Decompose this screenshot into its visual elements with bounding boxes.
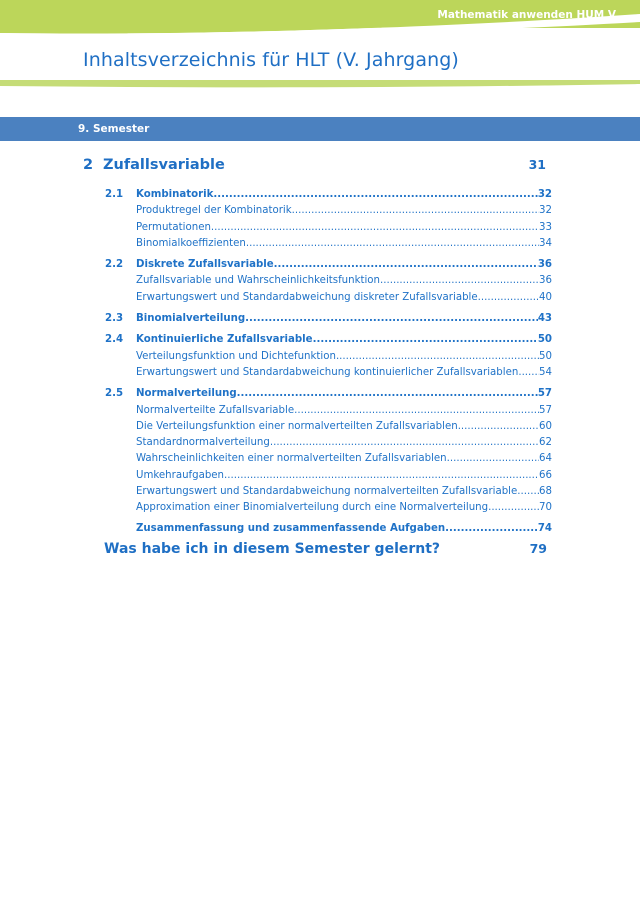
- subsection-page: 34: [539, 237, 552, 249]
- toc-entry[interactable]: [105, 220, 552, 236]
- learned-title: Was habe ich in diesem Semester gelernt?: [104, 541, 441, 557]
- leader-dots: [336, 349, 539, 365]
- section-title: Diskrete Zufallsvariable: [136, 259, 274, 271]
- leader-dots: [237, 386, 538, 402]
- subsection-page: 50: [539, 350, 552, 362]
- section-2-4: [105, 332, 552, 381]
- subsection-title: Approximation einer Binomialverteilung durch eine Normalverteilung: [136, 502, 489, 514]
- section-title: Normalverteilung: [136, 388, 237, 400]
- leader-dots: [294, 403, 539, 419]
- toc-entry[interactable]: [105, 435, 552, 451]
- subsection-title: Die Verteilungsfunktion einer normalverteilten Zufallsvariablen: [136, 420, 458, 432]
- section-title: Kombinatorik: [136, 189, 214, 200]
- section-page: 50: [537, 334, 552, 346]
- chapter-number: 2: [83, 157, 94, 173]
- subsection-title: Wahrscheinlichkeiten einer normalverteilten Zufallsvariablen: [136, 453, 447, 465]
- section-page: 32: [537, 189, 552, 200]
- leader-dots: [447, 451, 539, 467]
- section-2-5: [105, 386, 552, 537]
- toc-entry[interactable]: [105, 311, 552, 327]
- leader-dots: [245, 311, 538, 327]
- subsection-page: 68: [539, 486, 552, 498]
- subsection-page: 40: [539, 291, 552, 303]
- toc-entry[interactable]: [105, 419, 552, 435]
- section-title: Binomialverteilung: [136, 313, 246, 325]
- subsection-title: Produktregel der Kombinatorik: [136, 205, 292, 217]
- section-number: 2.2: [105, 259, 124, 271]
- subsection-page: 64: [539, 453, 552, 465]
- subsection-title: Zufallsvariable und Wahrscheinlichkeitsfunktion: [136, 275, 380, 287]
- toc-entry[interactable]: [105, 332, 552, 348]
- section-number: 2.1: [105, 189, 124, 200]
- section-title: Kontinuierliche Zufallsvariable: [136, 334, 313, 346]
- toc-entry[interactable]: [105, 500, 552, 516]
- toc-entry[interactable]: [105, 273, 552, 289]
- subsection-title: Erwartungswert und Standardabweichung diskreter Zufallsvariable: [136, 291, 478, 303]
- subsection-page: 70: [539, 502, 552, 514]
- toc-entry[interactable]: [105, 365, 552, 381]
- subsection-page: 36: [539, 275, 552, 287]
- semester-label: 9. Semester: [78, 123, 150, 135]
- section-2-2: [105, 257, 552, 306]
- toc-entry[interactable]: [105, 290, 552, 306]
- chapter-title: Zufallsvariable: [103, 157, 225, 173]
- section-page: 43: [537, 313, 552, 325]
- section-number: 2.3: [105, 313, 124, 325]
- leader-dots: [211, 220, 539, 236]
- chapter-heading[interactable]: [83, 157, 546, 177]
- toc-entry[interactable]: [105, 203, 552, 219]
- subsection-title: Umkehraufgaben: [136, 469, 225, 481]
- table-of-contents: [105, 187, 552, 542]
- toc-entry[interactable]: [105, 403, 552, 419]
- subsection-title: Standardnormalverteilung: [136, 437, 270, 449]
- leader-dots: [445, 521, 538, 537]
- section-2-1: [105, 187, 552, 252]
- leader-dots: [478, 290, 539, 306]
- chapter-page: 31: [528, 157, 546, 172]
- toc-entry[interactable]: [105, 386, 552, 402]
- toc-entry[interactable]: [105, 349, 552, 365]
- toc-entry[interactable]: [105, 187, 552, 203]
- subsection-page: 32: [539, 205, 552, 217]
- section-page: 57: [537, 388, 552, 400]
- toc-entry[interactable]: [105, 468, 552, 484]
- leader-dots: [458, 419, 539, 435]
- subsection-title: Permutationen: [136, 221, 211, 233]
- toc-entry-summary[interactable]: [105, 521, 552, 537]
- page-title: Inhaltsverzeichnis für HLT (V. Jahrgang): [83, 49, 459, 71]
- section-number: 2.4: [105, 334, 124, 346]
- section-number: 2.5: [105, 388, 124, 400]
- leader-dots: [274, 257, 538, 273]
- leader-dots: [270, 435, 539, 451]
- leader-dots: [313, 332, 538, 348]
- leader-dots: [517, 484, 539, 500]
- subsection-page: 57: [539, 404, 552, 416]
- leader-dots: [246, 236, 539, 252]
- leader-dots: [518, 365, 539, 381]
- leader-dots: [292, 203, 539, 219]
- title-underline-decoration: [0, 80, 640, 90]
- section-2-3: [105, 311, 552, 327]
- subsection-page: 62: [539, 437, 552, 449]
- subsection-title: Verteilungsfunktion und Dichtefunktion: [136, 350, 336, 362]
- toc-entry[interactable]: [105, 257, 552, 273]
- subsection-page: 54: [539, 366, 552, 378]
- subsection-title: Erwartungswert und Standardabweichung normalverteilten Zufallsvariable: [136, 486, 518, 498]
- subsection-page: 60: [539, 420, 552, 432]
- toc-entry[interactable]: [105, 236, 552, 252]
- summary-title: Zusammenfassung und zusammenfassende Aufgaben: [136, 522, 446, 534]
- section-page: 36: [537, 259, 552, 271]
- subsection-page: 66: [539, 469, 552, 481]
- leader-dots: [224, 468, 539, 484]
- leader-dots: [488, 500, 539, 516]
- subsection-title: Normalverteilte Zufallsvariable: [136, 404, 295, 416]
- top-banner: [0, 0, 640, 28]
- leader-dots: [380, 273, 539, 289]
- subsection-title: Erwartungswert und Standardabweichung kontinuierlicher Zufallsvariablen: [136, 366, 519, 378]
- book-title: Mathematik anwenden HUM V: [437, 9, 616, 21]
- summary-page: 74: [537, 522, 552, 534]
- learned-page: 79: [529, 541, 547, 556]
- toc-entry[interactable]: [105, 484, 552, 500]
- semester-bar: [0, 117, 640, 141]
- learned-heading[interactable]: [104, 541, 547, 561]
- subsection-page: 33: [539, 221, 552, 233]
- toc-entry[interactable]: [105, 451, 552, 467]
- leader-dots: [213, 187, 537, 203]
- subsection-title: Binomialkoeffizienten: [136, 237, 246, 249]
